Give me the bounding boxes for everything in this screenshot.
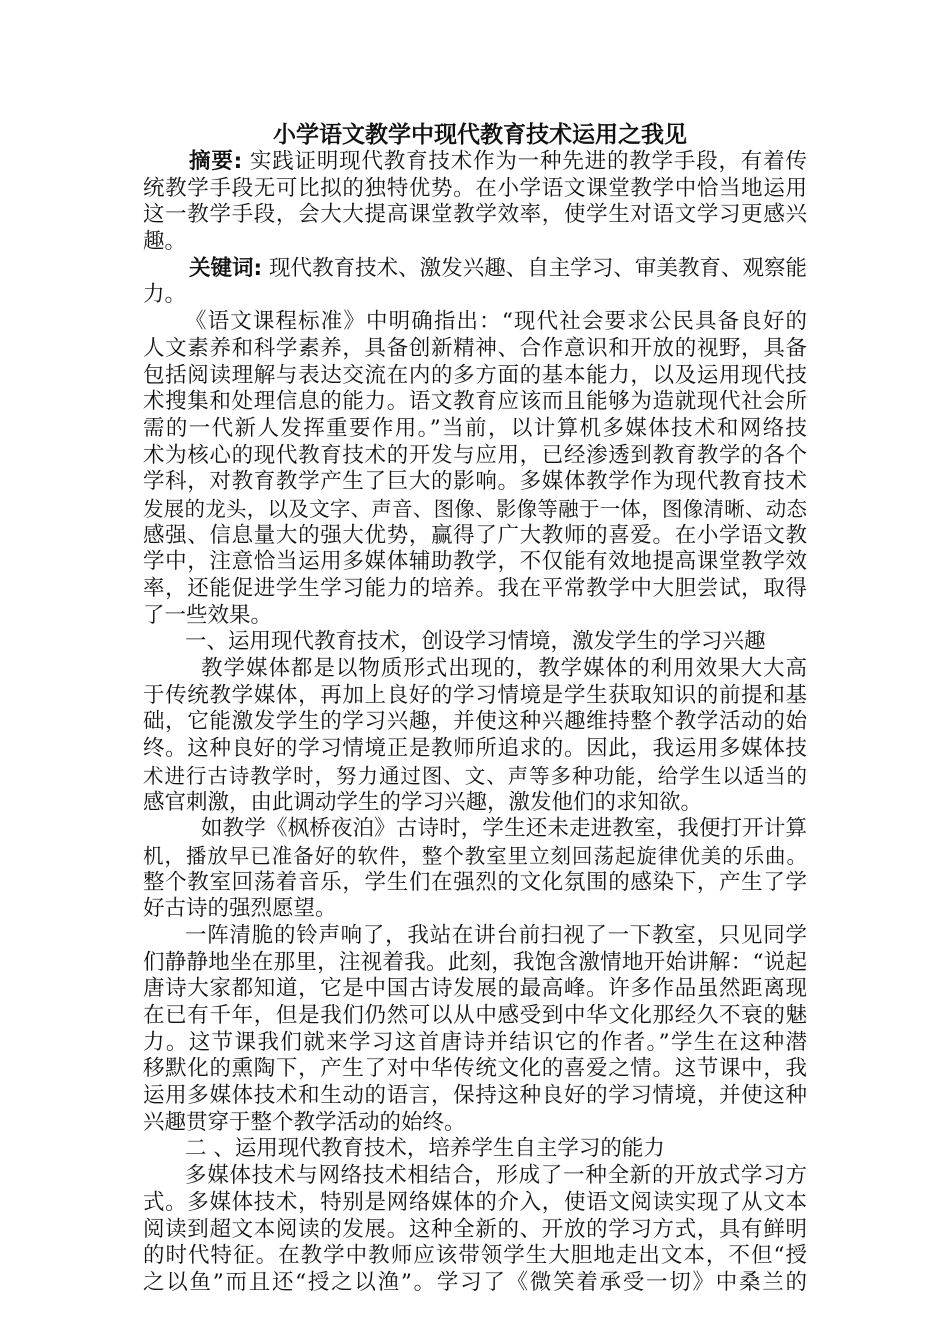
text-line: 需的一代新人发挥重要作用。”当前，以计算机多媒体技术和网络技 (143, 415, 807, 441)
document-body (143, 149, 807, 1297)
text-line: 发展的龙头，以及文字、声音、图像、影像等融于一体，图像清晰、动态 (143, 496, 807, 521)
paragraph-start: 如教学《枫桥夜泊》古诗时，学生还未走进教室，我便打开计算 (201, 816, 807, 842)
keywords-line (143, 256, 807, 283)
text-line: 整个教室回荡着音乐，学生们在强烈的文化氛围的感染下，产生了学 (143, 869, 807, 895)
text-line: 础，它能激发学生的学习兴趣，并使这种兴趣维持整个教学活动的始 (143, 709, 807, 735)
text-line: 感强、信息量大的强大优势，赢得了广大教师的喜爱。在小学语文教 (143, 522, 807, 548)
text-line: 趣。 (143, 229, 187, 255)
text-line: 好古诗的强烈愿望。 (143, 896, 337, 922)
text-line: 术进行古诗教学时，努力通过图、文、声等多种功能，给学生以适当的 (143, 763, 807, 788)
text-line: 人文素养和科学素养，具备创新精神、合作意识和开放的视野，具备 (143, 335, 807, 361)
text-line: 运用多媒体技术和生动的语言，保持这种良好的学习情境，并使这种 (143, 1083, 807, 1109)
section-heading-2: 二 、运用现代教育技术，培养学生自主学习的能力 (185, 1136, 665, 1162)
text-line: 移默化的熏陶下，产生了对中华传统文化的喜爱之情。这节课中，我 (143, 1056, 807, 1082)
keywords-label: 关键词: (189, 255, 263, 281)
text-line: 阅读到超文本阅读的发展。这种全新的、开放的学习方式，具有鲜明 (143, 1216, 807, 1242)
text-line: 力。 (143, 282, 187, 308)
text-line: 感官刺激，由此调动学生的学习兴趣，激发他们的求知欲。 (143, 789, 703, 815)
paragraph-start: 一阵清脆的铃声响了，我站在讲台前扫视了一下教室，只见同学 (185, 922, 807, 948)
text-line: 术搜集和处理信息的能力。语文教育应该而且能够为造就现代社会所 (143, 389, 807, 415)
text-line: 唐诗大家都知道，它是中国古诗发展的最高峰。许多作品虽然距离现 (143, 976, 807, 1002)
section-heading-1: 一、运用现代教育技术，创设学习情境，激发学生的学习兴趣 (185, 629, 766, 655)
text-line: 这一教学手段，会大大提高课堂教学效率，使学生对语文学习更感兴 (143, 202, 807, 228)
text-line: 的时代特征。在教学中教师应该带领学生大胆地走出文本，不但“授 (143, 1243, 807, 1269)
text-line: 在已有千年，但是我们仍然可以从中感受到中华文化那经久不衰的魅 (143, 1003, 807, 1028)
text-line: 兴趣贯穿于整个教学活动的始终。 (143, 1109, 466, 1135)
text-line: 术为核心的现代教育技术的开发与应用，已经渗透到教育教学的各个 (143, 442, 807, 468)
text-line: 包括阅读理解与表达交流在内的多方面的基本能力，以及运用现代技 (143, 362, 807, 388)
text-line: 机，播放早已准备好的软件，整个教室里立刻回荡起旋律优美的乐曲。 (143, 843, 807, 868)
paragraph-start: 教学媒体都是以物质形式出现的，教学媒体的利用效果大大高 (201, 656, 807, 682)
document-title: 小学语文教学中现代教育技术运用之我见 (273, 122, 687, 148)
text-line: 率，还能促进学生学习能力的培养。我在平常教学中大胆尝试，取得 (143, 576, 807, 601)
text-line: 式。多媒体技术，特别是网络媒体的介入，使语文阅读实现了从文本 (143, 1189, 807, 1215)
text-line: 学中，注意恰当运用多媒体辅助教学，不仅能有效地提高课堂教学效 (143, 549, 807, 575)
abstract-line (143, 149, 807, 176)
text-line: 终。这种良好的学习情境正是教师所追求的。因此，我运用多媒体技 (143, 736, 807, 762)
text-line: 于传统教学媒体，再加上良好的学习情境是学生获取知识的前提和基 (143, 682, 807, 708)
paragraph-start: 《语文课程标准》中明确指出：“现代社会要求公民具备良好的 (185, 309, 807, 335)
text-line: 力。这节课我们就来学习这首唐诗并结识它的作者。”学生在这种潜 (143, 1029, 807, 1055)
text-line: 统教学手段无可比拟的独特优势。在小学语文课堂教学中恰当地运用 (143, 175, 807, 201)
text-line: 们静静地坐在那里，注视着我。此刻，我饱含激情地开始讲解：“说起 (143, 949, 807, 975)
text-line: 之以鱼”而且还“授之以渔”。学习了《微笑着承受一切》中桑兰的 (143, 1269, 807, 1295)
text-line: 现代教育技术、激发兴趣、自主学习、审美教育、观察能 (262, 255, 807, 281)
abstract-label: 摘要: (189, 149, 243, 174)
text-line: 学科，对教育教学产生了巨大的影响。多媒体教学作为现代教育技术 (143, 469, 807, 495)
text-line: 实践证明现代教育技术作为一种先进的教学手段，有着传 (242, 149, 807, 174)
text-line: 了一些效果。 (143, 602, 273, 628)
paragraph-start: 多媒体技术与网络技术相结合，形成了一种全新的开放式学习方 (185, 1163, 807, 1189)
